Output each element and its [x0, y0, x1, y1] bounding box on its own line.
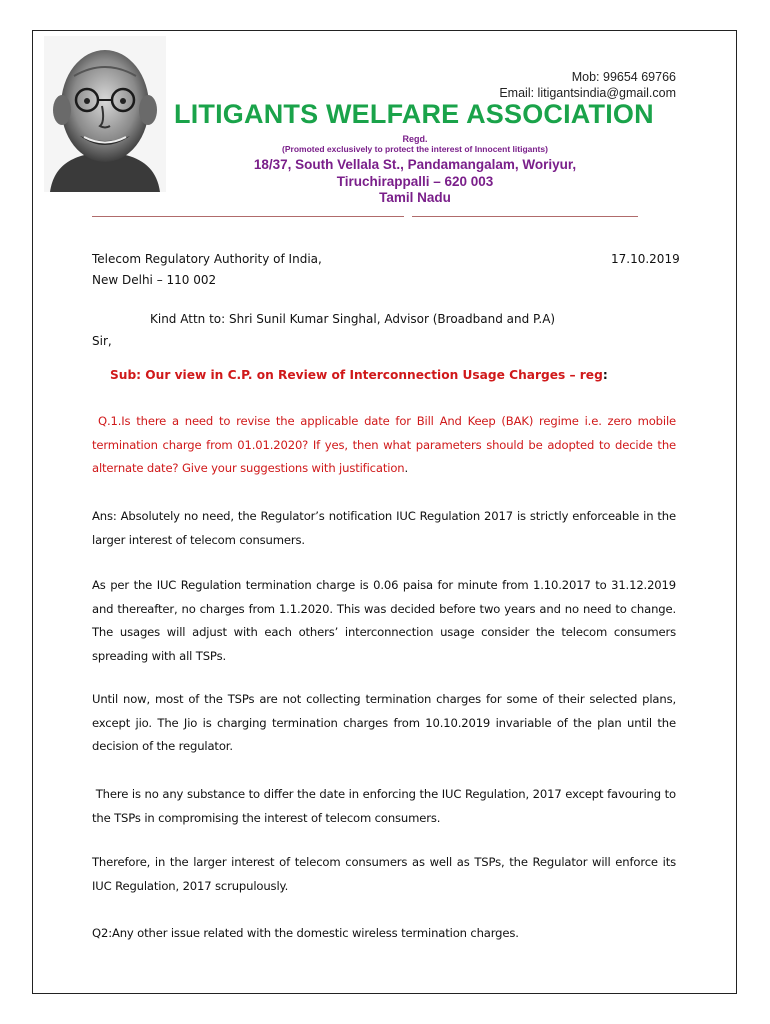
address-line-1: 18/37, South Vellala St., Pandamangalam, Woriyur,: [253, 157, 577, 172]
address-line-3: Tamil Nadu: [379, 190, 451, 205]
recipient-line-2: New Delhi – 110 002: [92, 273, 217, 287]
subject-line: [110, 368, 608, 382]
salutation: Sir,: [92, 334, 112, 348]
recipient-line-1: Telecom Regulatory Authority of India,: [92, 252, 322, 266]
question-2: Q2:Any other issue related with the domestic wireless termination charges.: [92, 926, 519, 940]
registration-label: Regd.: [402, 134, 428, 144]
header-divider-left: [92, 216, 404, 217]
address-line-2: Tiruchirappalli – 620 003: [336, 174, 494, 189]
paragraph-conclusion: Therefore, in the larger interest of telecom consumers as well as TSPs, the Regulator will enforce its IUC Regulation, 2017 scrupulously.: [92, 855, 676, 893]
paragraph-no-substance: There is no any substance to differ the date in enforcing the IUC Regulation, 2017 except favouring to the TSPs in compromising the interest of telecom consumers.: [92, 787, 680, 825]
paragraph-iuc-regulation: As per the IUC Regulation termination charge is 0.06 paisa for minute from 1.10.2017 to 31.12.2019 and thereafter, no charges from 1.1.2020. This was decided before two years and no need to change. The usages will adjust with each others’ interconnection usage consider the telecom consumers spreading with all TSPs.: [92, 578, 676, 663]
subject-colon: :: [602, 368, 608, 382]
answer-paragraph: Ans: Absolutely no need, the Regulator’s notification IUC Regulation 2017 is strictly enforceable in the larger interest of telecom consumers.: [92, 509, 676, 547]
question-1-text: Q.1.Is there a need to revise the applicable date for Bill And Keep (BAK) regime i.e. zero mobile termination charge from 01.01.2020? If yes, then what parameters should be adopted to decide the alternate date? Give your suggestions with justification: [92, 414, 676, 475]
attention-line: Kind Attn to: Shri Sunil Kumar Singhal, Advisor (Broadband and P.A): [150, 312, 556, 326]
letter-date: 17.10.2019: [611, 252, 680, 266]
gandhi-portrait-icon: [44, 36, 166, 192]
tagline: (Promoted exclusively to protect the interest of Innocent litigants): [282, 144, 548, 154]
question-1-period: .: [404, 461, 409, 475]
subject-text: Sub: Our view in C.P. on Review of Interconnection Usage Charges – reg: [110, 368, 603, 382]
header-divider-right: [412, 216, 638, 217]
organization-name: LITIGANTS WELFARE ASSOCIATION: [174, 99, 654, 129]
paragraph-tsps-jio: Until now, most of the TSPs are not collecting termination charges for some of their selected plans, except jio. The Jio is charging termination charges from 10.10.2019 invariable of the plan until the decision of the regulator.: [92, 692, 676, 753]
question-1: [92, 410, 676, 481]
mobile-number: Mob: 99654 69766: [571, 70, 676, 84]
email-address[interactable]: Email: litigantsindia@gmail.com: [499, 86, 676, 100]
